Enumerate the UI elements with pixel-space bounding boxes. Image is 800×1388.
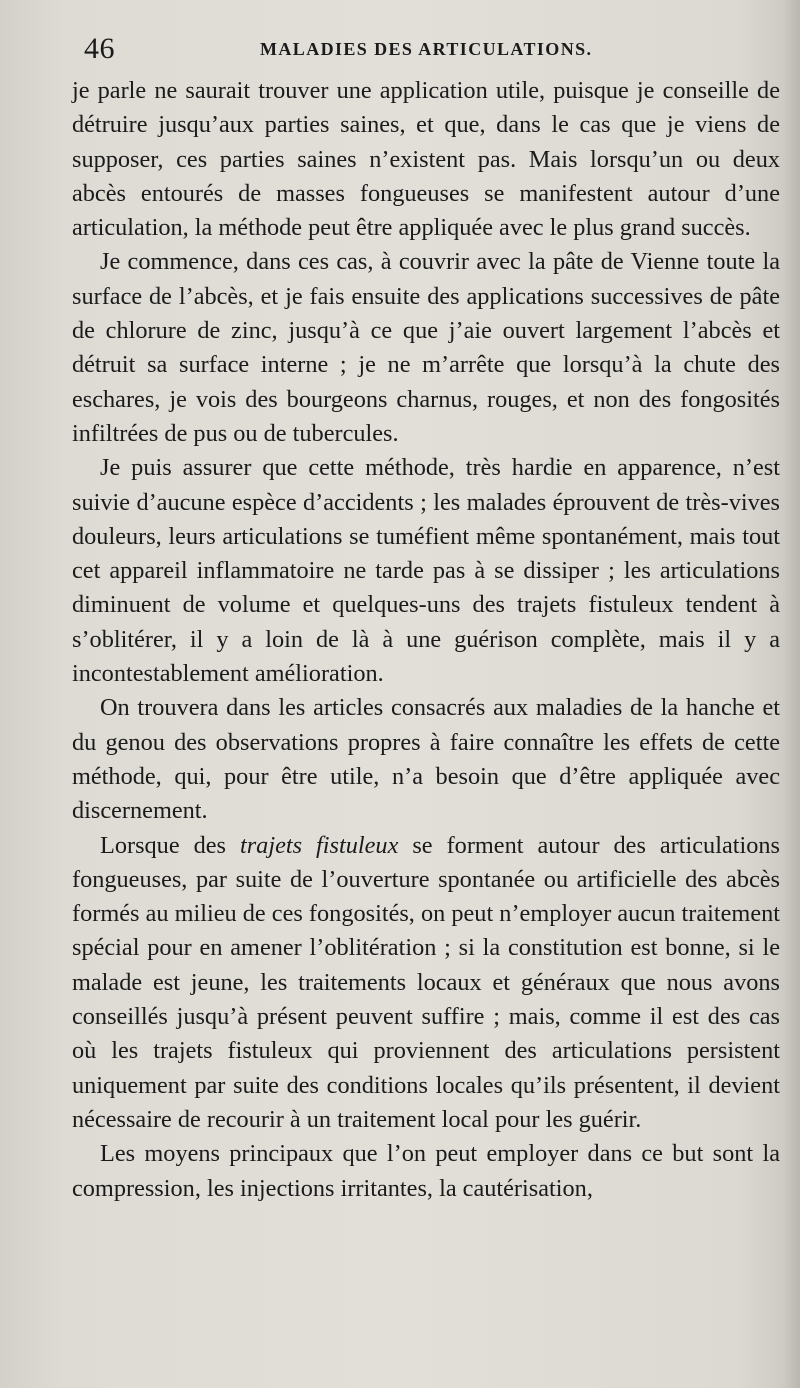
running-title: MALADIES DES ARTICULATIONS. xyxy=(260,39,593,59)
body-text xyxy=(72,74,780,1206)
paragraph: je parle ne saurait trouver une application utile, puisque je conseille de détruire jusqu’aux parties saines, et que, dans le cas que je viens de supposer, ces parties saines n’existent pas. Mais lorsqu’un ou deux abcès entourés de masses fongueuses se manifestent autour d’une articulation, la méthode peut être appliquée avec le plus grand succès. xyxy=(72,77,780,242)
paragraph: Je commence, dans ces cas, à couvrir avec la pâte de Vienne toute la surface de l’abcès, et je fais ensuite des applications successives de pâte de chlorure de zinc, jusqu’à ce que j’aie ouvert largement l’abcès et détruit sa surface interne ; je ne m’arrête que lorsqu’à la chute des eschares, je vois des bourgeons charnus, rouges, et non des fongosités infiltrées de pus ou de tubercules. xyxy=(72,248,780,447)
paragraph-lead: Lorsque des xyxy=(100,831,240,859)
page-number: 46 xyxy=(84,32,115,65)
paragraph: On trouvera dans les articles consacrés aux maladies de la hanche et du genou des observations propres à faire connaître les effets de cette méthode, qui, pour être utile, n’a besoin que d’être appliquée avec discernement. xyxy=(72,694,780,825)
page-header xyxy=(84,32,774,64)
paragraph-continuation: se forment autour des articulations fongueuses, par suite de l’ouverture spontanée ou artificielle des abcès formés au milieu de ces fongosités, on peut n’employer aucun traitement spécial pour en amener l’oblitération ; si la constitution est bonne, si le malade est jeune, les traitements locaux et généraux que nous avons conseillés jusqu’à présent peuvent suffire ; mais, comme il est des cas où les trajets fistuleux qui proviennent des articulations persistent uniquement par suite des conditions locales qu’ils présentent, il devient nécessaire de recourir à un traitement local pour les guérir. xyxy=(72,831,780,1133)
paragraph: Les moyens principaux que l’on peut employer dans ce but sont la compression, les injections irritantes, la cautérisation, xyxy=(72,1140,780,1202)
paragraph: Je puis assurer que cette méthode, très hardie en apparence, n’est suivie d’aucune espèce d’accidents ; les malades éprouvent de très-vives douleurs, leurs articulations se tuméfient même spontanément, mais tout cet appareil inflammatoire ne tarde pas à se dissiper ; les articulations diminuent de volume et quelques-uns des trajets fistuleux tendent à s’oblitérer, il y a loin de là à une guérison complète, mais il y a incontestablement amélioration. xyxy=(72,454,780,688)
paragraph xyxy=(72,829,780,1138)
italic-term: trajets fistuleux xyxy=(239,831,399,859)
page-edge-shadow xyxy=(782,0,800,1388)
